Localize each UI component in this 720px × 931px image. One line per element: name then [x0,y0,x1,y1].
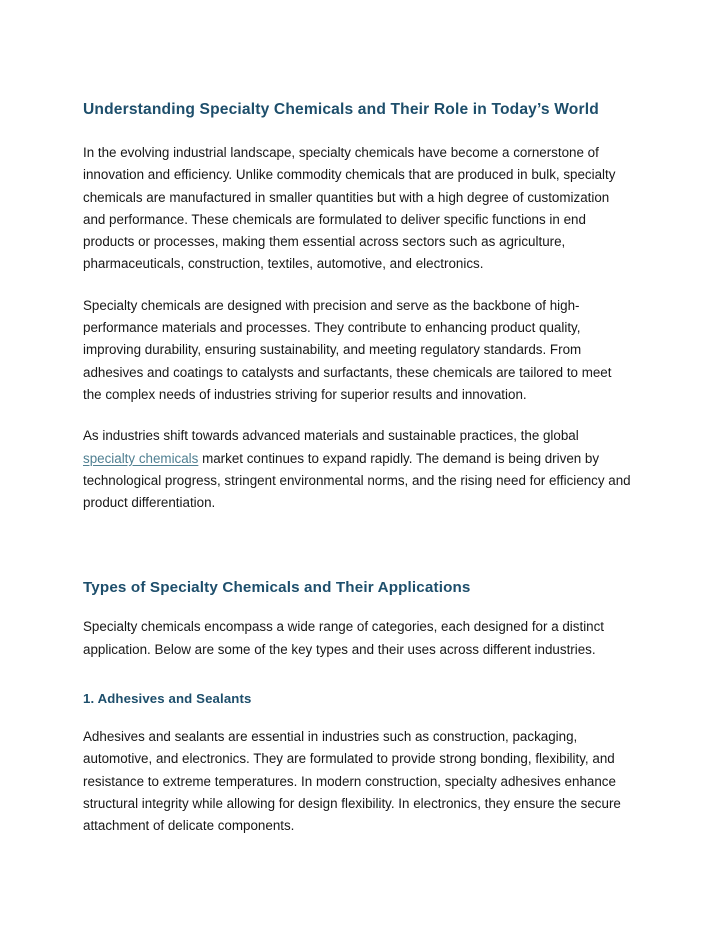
intro-paragraph-1: In the evolving industrial landscape, specialty chemicals have become a cornerstone of innovation and efficiency. Unlike commodity chemicals that are produced in bulk, specialty chemicals are manufactured in smaller quantities but with a high degree of customization and performance. These chemicals are formulated to deliver specific functions in end products or processes, making them essential across sectors such as agriculture, pharmaceuticals, construction, textiles, automotive, and electronics. [83,145,616,272]
intro-paragraph-3-tail: market continues to expand rapidly. The demand is being driven by technological progress, stringent environmental norms, and the rising need for efficiency and product differentiation. [83,450,631,511]
specialty-chemicals-link[interactable]: specialty chemicals [83,450,199,466]
section-spacer [83,533,632,577]
section-heading-types: Types of Specialty Chemicals and Their Applications [83,579,471,597]
document-content [83,99,632,838]
intro-paragraph-2: Specialty chemicals are designed with precision and serve as the backbone of high-performance materials and processes. They contribute to enhancing product quality, improving durability, ensuring sustainability, and meeting regulatory standards. From adhesives and coatings to catalysts and surfactants, these chemicals are tailored to meet the complex needs of industries striving for superior results and innovation. [83,297,612,402]
page-title: Understanding Specialty Chemicals and Their Role in Today’s World [83,101,599,118]
intro-paragraph-3 [83,425,632,514]
adhesives-and-sealants-paragraph: Adhesives and sealants are essential in industries such as construction, packaging, automotive, and electronics. They are formulated to provide strong bonding, flexibility, and resistance to extreme temperatures. In modern construction, specialty adhesives enhance structural integrity while allowing for design flexibility. In electronics, they ensure the secure attachment of delicate components. [83,729,621,834]
subheading-adhesives-and-sealants: 1. Adhesives and Sealants [83,691,252,707]
subsection-spacer [83,680,632,689]
types-intro-paragraph: Specialty chemicals encompass a wide range of categories, each designed for a distinct application. Below are some of the key types and their uses across different industries. [83,619,605,657]
intro-paragraph-3-lead: As industries shift towards advanced materials and sustainable practices, the global [83,428,579,444]
